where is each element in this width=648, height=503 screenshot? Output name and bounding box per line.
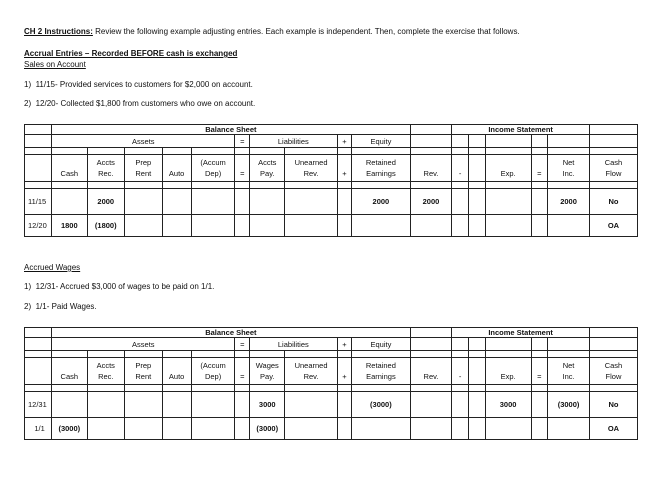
cell-cash: (3000)	[52, 418, 87, 440]
item-text: 1/1- Paid Wages.	[35, 302, 97, 311]
item-text: 12/20- Collected $1,800 from customers who owe on account.	[35, 99, 256, 108]
equals-sign: =	[235, 155, 250, 182]
assets-header: Assets	[52, 135, 235, 148]
section2-item-1	[24, 282, 214, 291]
cell-wages-pay: 3000	[250, 392, 285, 418]
col-accts-rec: Accts Rec.	[87, 358, 125, 385]
balance-sheet-table-2	[24, 327, 638, 440]
col-exp: Exp.	[485, 358, 531, 385]
col-cash-flow: Cash Flow	[589, 358, 637, 385]
col-prep-rent: Prep Rent	[125, 155, 163, 182]
equals-sign: =	[235, 338, 250, 351]
balance-sheet-table-1	[24, 124, 638, 237]
col-accts-rec: Accts Rec.	[87, 155, 125, 182]
cell-exp	[485, 215, 531, 237]
col-accum-dep: (Accum Dep)	[191, 155, 235, 182]
col-cash: Cash	[52, 155, 87, 182]
balance-sheet-header: Balance Sheet	[52, 328, 411, 338]
cell-cash	[52, 392, 87, 418]
plus-sign: +	[337, 358, 352, 385]
liabilities-header: Liabilities	[250, 338, 338, 351]
cell-exp: 3000	[485, 392, 531, 418]
col-cash: Cash	[52, 358, 87, 385]
minus-sign: -	[452, 358, 469, 385]
item-number: 2)	[24, 99, 32, 108]
table-row	[25, 215, 638, 237]
col-cash-flow: Cash Flow	[589, 155, 637, 182]
cell-net	[548, 418, 590, 440]
instructions-text: Review the following example adjusting entries. Each example is independent. Then, complete the exercise that follows.	[95, 27, 520, 36]
col-auto: Auto	[162, 358, 191, 385]
instructions-line	[24, 27, 520, 36]
col-accts-pay: Accts Pay.	[250, 155, 285, 182]
item-text: 11/15- Provided services to customers for $2,000 on account.	[35, 80, 253, 89]
plus-sign: +	[337, 155, 352, 182]
section2-heading: Accrued Wages	[24, 263, 81, 272]
row-date: 12/20	[25, 215, 52, 237]
cell-retained	[352, 418, 410, 440]
col-rev: Rev.	[410, 155, 452, 182]
instructions-title: CH 2 Instructions:	[24, 27, 93, 36]
row-date: 11/15	[25, 189, 52, 215]
cell-flow: OA	[589, 215, 637, 237]
table-row	[25, 189, 638, 215]
table-row	[25, 392, 638, 418]
section1-subheading: Sales on Account	[24, 60, 86, 69]
cell-rev	[410, 215, 452, 237]
equals-sign: =	[235, 135, 250, 148]
item-number: 1)	[24, 80, 32, 89]
cell-wages-pay: (3000)	[250, 418, 285, 440]
item-number: 1)	[24, 282, 32, 291]
col-accum-dep: (Accum Dep)	[191, 358, 235, 385]
cell-flow: No	[589, 392, 637, 418]
equals-sign: =	[531, 358, 548, 385]
col-unearned-rev: Unearned Rev.	[285, 358, 337, 385]
col-wages-pay: Wages Pay.	[250, 358, 285, 385]
income-statement-header: Income Statement	[452, 328, 590, 338]
cell-accts-pay	[250, 189, 285, 215]
equals-sign: =	[235, 358, 250, 385]
cell-net: (3000)	[548, 392, 590, 418]
col-retained-earnings: Retained Earnings	[352, 358, 410, 385]
section1-item-2	[24, 99, 255, 108]
cell-exp	[485, 189, 531, 215]
liabilities-header: Liabilities	[250, 135, 338, 148]
row-date: 1/1	[25, 418, 52, 440]
col-unearned-rev: Unearned Rev.	[285, 155, 337, 182]
equity-header: Equity	[352, 135, 410, 148]
cell-accts-rec: (1800)	[87, 215, 125, 237]
equity-header: Equity	[352, 338, 410, 351]
cell-flow: No	[589, 189, 637, 215]
section1-heading: Accrual Entries – Recorded BEFORE cash is exchanged	[24, 49, 238, 58]
item-number: 2)	[24, 302, 32, 311]
cell-net	[548, 215, 590, 237]
cell-retained	[352, 215, 410, 237]
cell-cash: 1800	[52, 215, 87, 237]
cell-cash	[52, 189, 87, 215]
col-net-inc: Net Inc.	[548, 358, 590, 385]
cell-net: 2000	[548, 189, 590, 215]
plus-sign: +	[337, 135, 352, 148]
cell-retained: (3000)	[352, 392, 410, 418]
income-statement-header: Income Statement	[452, 125, 590, 135]
section1-item-1	[24, 80, 253, 89]
equals-sign: =	[531, 155, 548, 182]
section2-item-2	[24, 302, 97, 311]
col-exp: Exp.	[485, 155, 531, 182]
row-date: 12/31	[25, 392, 52, 418]
cell-retained: 2000	[352, 189, 410, 215]
item-text: 12/31- Accrued $3,000 of wages to be paid on 1/1.	[35, 282, 215, 291]
cell-rev: 2000	[410, 189, 452, 215]
cell-exp	[485, 418, 531, 440]
table-row	[25, 418, 638, 440]
assets-header: Assets	[52, 338, 235, 351]
col-prep-rent: Prep Rent	[125, 358, 163, 385]
minus-sign: -	[452, 155, 469, 182]
cell-accts-pay	[250, 215, 285, 237]
col-net-inc: Net Inc.	[548, 155, 590, 182]
col-retained-earnings: Retained Earnings	[352, 155, 410, 182]
balance-sheet-header: Balance Sheet	[52, 125, 411, 135]
cell-accts-rec: 2000	[87, 189, 125, 215]
cell-flow: OA	[589, 418, 637, 440]
plus-sign: +	[337, 338, 352, 351]
col-auto: Auto	[162, 155, 191, 182]
col-rev: Rev.	[410, 358, 452, 385]
